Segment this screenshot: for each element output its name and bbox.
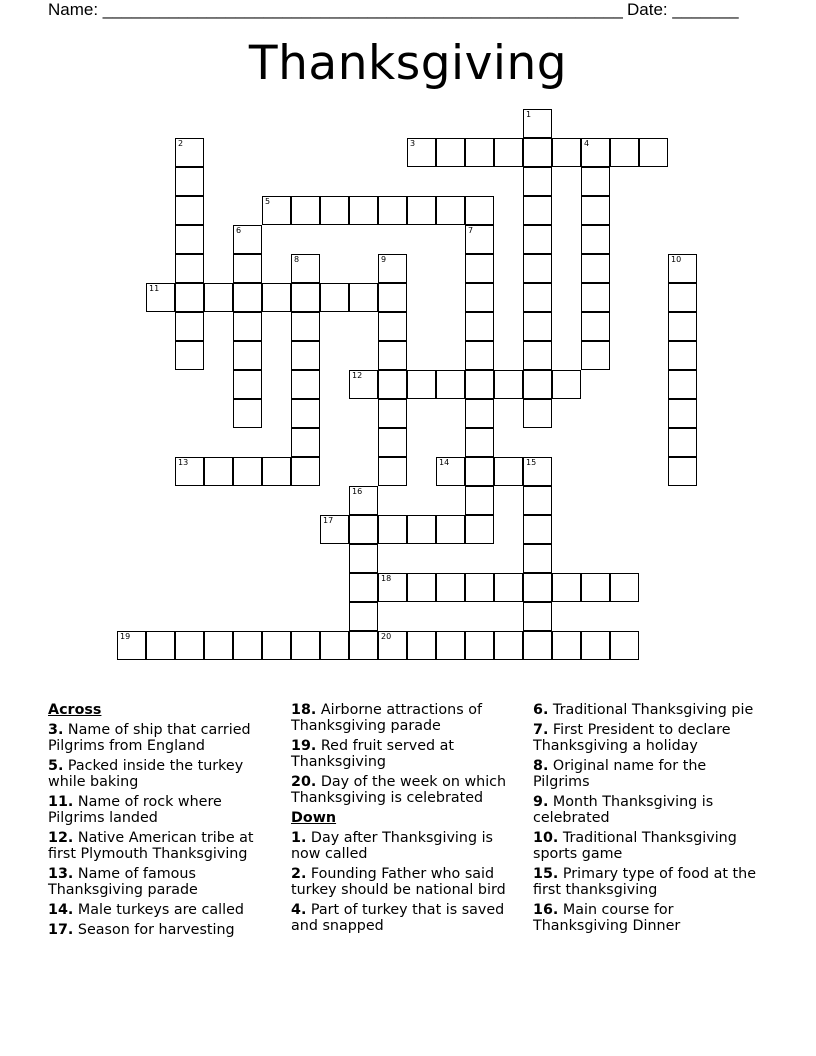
- clue-number: 17.: [48, 922, 74, 938]
- grid-cell[interactable]: [233, 370, 262, 399]
- grid-cell[interactable]: [233, 341, 262, 370]
- grid-cell[interactable]: [465, 428, 494, 457]
- grid-cell[interactable]: [436, 370, 465, 399]
- grid-cell[interactable]: [581, 341, 610, 370]
- clue-number: 16.: [533, 902, 559, 918]
- cell-number: 16: [352, 487, 363, 496]
- across-clue: [291, 738, 523, 770]
- grid-cell[interactable]: [465, 341, 494, 370]
- cell-number: 18: [381, 574, 392, 583]
- clue-text: Name of rock where Pilgrims landed: [48, 794, 222, 826]
- grid-cell[interactable]: [523, 602, 552, 631]
- grid-cell[interactable]: [378, 515, 407, 544]
- grid-cell[interactable]: [175, 312, 204, 341]
- grid-cell[interactable]: [204, 631, 233, 660]
- grid-cell[interactable]: [117, 631, 146, 660]
- clue-number: 15.: [533, 866, 559, 882]
- cell-number: 6: [236, 226, 242, 235]
- grid-cell[interactable]: [233, 254, 262, 283]
- page-title: Thanksgiving: [248, 36, 568, 91]
- clue-number: 8.: [533, 758, 549, 774]
- name-line: Name: _______________________________________________________: [48, 0, 623, 19]
- grid-cell[interactable]: [378, 428, 407, 457]
- across-clue: [48, 902, 276, 918]
- grid-cell[interactable]: [523, 515, 552, 544]
- grid-cell[interactable]: [581, 196, 610, 225]
- clue-text: Name of famous Thanksgiving parade: [48, 866, 198, 898]
- across-clue: [48, 830, 276, 862]
- across-clue: [48, 794, 276, 826]
- clue-number: 7.: [533, 722, 549, 738]
- down-clue: [533, 902, 763, 934]
- grid-cell[interactable]: [291, 631, 320, 660]
- grid-cell[interactable]: [668, 370, 697, 399]
- down-heading: Down: [291, 810, 337, 826]
- down-clue: [533, 794, 763, 826]
- grid-cell[interactable]: [378, 312, 407, 341]
- grid-cell[interactable]: [291, 283, 320, 312]
- across-heading: Across: [48, 702, 102, 718]
- clue-number: 18.: [291, 702, 317, 718]
- grid-cell[interactable]: [523, 196, 552, 225]
- clues-column-3: [533, 702, 763, 938]
- grid-cell[interactable]: [262, 631, 291, 660]
- clue-number: 19.: [291, 738, 317, 754]
- grid-cell[interactable]: [465, 196, 494, 225]
- clue-number: 14.: [48, 902, 74, 918]
- grid-cell[interactable]: [494, 457, 523, 486]
- clue-text: First President to declare Thanksgiving a holiday: [533, 722, 731, 754]
- grid-cell[interactable]: [436, 631, 465, 660]
- grid-cell[interactable]: [291, 341, 320, 370]
- clue-number: 9.: [533, 794, 549, 810]
- cell-number: 13: [178, 458, 189, 467]
- grid-cell[interactable]: [668, 283, 697, 312]
- grid-cell[interactable]: [291, 312, 320, 341]
- grid-cell[interactable]: [523, 225, 552, 254]
- clue-text: Name of ship that carried Pilgrims from England: [48, 722, 251, 754]
- grid-cell[interactable]: [320, 283, 349, 312]
- grid-cell[interactable]: [523, 341, 552, 370]
- grid-cell[interactable]: [436, 196, 465, 225]
- clue-number: 13.: [48, 866, 74, 882]
- cell-number: 9: [381, 255, 387, 264]
- grid-cell[interactable]: [175, 341, 204, 370]
- grid-cell[interactable]: [262, 283, 291, 312]
- clue-number: 1.: [291, 830, 307, 846]
- clue-text: Native American tribe at first Plymouth Thanksgiving: [48, 830, 254, 862]
- grid-cell[interactable]: [465, 370, 494, 399]
- cell-number: 12: [352, 371, 363, 380]
- cell-number: 3: [410, 139, 416, 148]
- grid-cell[interactable]: [610, 631, 639, 660]
- clue-text: Day of the week on which Thanksgiving is celebrated: [291, 774, 507, 806]
- clues-column-1: [48, 702, 276, 942]
- grid-cell[interactable]: [407, 370, 436, 399]
- grid-cell[interactable]: [668, 399, 697, 428]
- grid-cell[interactable]: [523, 399, 552, 428]
- down-clue: [291, 902, 523, 934]
- across-clue: [48, 722, 276, 754]
- clue-number: 2.: [291, 866, 307, 882]
- date-line: Date: _______: [627, 0, 739, 19]
- grid-cell[interactable]: [349, 515, 378, 544]
- grid-cell[interactable]: [494, 138, 523, 167]
- cell-number: 1: [526, 110, 532, 119]
- grid-cell[interactable]: [378, 399, 407, 428]
- grid-cell[interactable]: [175, 457, 204, 486]
- grid-cell[interactable]: [523, 109, 552, 138]
- grid-cell[interactable]: [378, 254, 407, 283]
- grid-cell[interactable]: [668, 457, 697, 486]
- grid-cell[interactable]: [349, 573, 378, 602]
- clue-number: 10.: [533, 830, 559, 846]
- grid-cell[interactable]: [262, 457, 291, 486]
- grid-cell[interactable]: [291, 196, 320, 225]
- grid-cell[interactable]: [581, 573, 610, 602]
- grid-cell[interactable]: [465, 283, 494, 312]
- clue-number: 6.: [533, 702, 549, 718]
- grid-cell[interactable]: [175, 283, 204, 312]
- clue-text: Original name for the Pilgrims: [533, 758, 707, 790]
- grid-cell[interactable]: [378, 573, 407, 602]
- grid-cell[interactable]: [494, 370, 523, 399]
- grid-cell[interactable]: [349, 544, 378, 573]
- down-clue: [291, 866, 523, 898]
- grid-cell[interactable]: [523, 457, 552, 486]
- grid-cell[interactable]: [175, 196, 204, 225]
- clue-number: 5.: [48, 758, 64, 774]
- grid-cell[interactable]: [233, 283, 262, 312]
- grid-cell[interactable]: [581, 167, 610, 196]
- cell-number: 19: [120, 632, 131, 641]
- grid-cell[interactable]: [610, 138, 639, 167]
- clue-number: 4.: [291, 902, 307, 918]
- clue-text: Male turkeys are called: [73, 902, 244, 918]
- cell-number: 5: [265, 197, 271, 206]
- grid-cell[interactable]: [523, 486, 552, 515]
- clue-text: Founding Father who said turkey should be national bird: [291, 866, 506, 898]
- grid-cell[interactable]: [175, 254, 204, 283]
- grid-cell[interactable]: [668, 428, 697, 457]
- clue-text: Airborne attractions of Thanksgiving parade: [291, 702, 482, 734]
- grid-cell[interactable]: [581, 225, 610, 254]
- clue-number: 11.: [48, 794, 74, 810]
- grid-cell[interactable]: [465, 573, 494, 602]
- grid-cell[interactable]: [552, 573, 581, 602]
- grid-cell[interactable]: [523, 138, 552, 167]
- grid-cell[interactable]: [349, 602, 378, 631]
- grid-cell[interactable]: [407, 196, 436, 225]
- across-clue: [48, 866, 276, 898]
- clue-text: Season for harvesting: [73, 922, 235, 938]
- grid-cell[interactable]: [378, 457, 407, 486]
- cell-number: 8: [294, 255, 300, 264]
- across-clue: [48, 758, 276, 790]
- grid-cell[interactable]: [291, 457, 320, 486]
- grid-cell[interactable]: [233, 399, 262, 428]
- grid-cell[interactable]: [349, 486, 378, 515]
- grid-cell[interactable]: [552, 138, 581, 167]
- grid-cell[interactable]: [465, 312, 494, 341]
- grid-cell[interactable]: [523, 370, 552, 399]
- grid-cell[interactable]: [175, 138, 204, 167]
- grid-cell[interactable]: [436, 138, 465, 167]
- grid-cell[interactable]: [436, 457, 465, 486]
- grid-cell[interactable]: [465, 515, 494, 544]
- grid-cell[interactable]: [349, 283, 378, 312]
- grid-cell[interactable]: [523, 631, 552, 660]
- across-clue: [291, 702, 523, 734]
- grid-cell[interactable]: [523, 167, 552, 196]
- grid-cell[interactable]: [291, 399, 320, 428]
- clue-text: Main course for Thanksgiving Dinner: [533, 902, 681, 934]
- grid-cell[interactable]: [320, 631, 349, 660]
- across-clue: [291, 774, 523, 806]
- grid-cell[interactable]: [465, 457, 494, 486]
- grid-cell[interactable]: [668, 254, 697, 283]
- clue-number: 3.: [48, 722, 64, 738]
- cell-number: 11: [149, 284, 160, 293]
- grid-cell[interactable]: [523, 544, 552, 573]
- clue-text: Red fruit served at Thanksgiving: [291, 738, 455, 770]
- grid-cell[interactable]: [465, 631, 494, 660]
- down-clue: [533, 830, 763, 862]
- grid-cell[interactable]: [552, 631, 581, 660]
- cell-number: 17: [323, 516, 334, 525]
- down-clue: [533, 866, 763, 898]
- grid-cell[interactable]: [407, 515, 436, 544]
- grid-cell[interactable]: [407, 138, 436, 167]
- grid-cell[interactable]: [465, 399, 494, 428]
- grid-cell[interactable]: [581, 254, 610, 283]
- grid-cell[interactable]: [378, 370, 407, 399]
- grid-cell[interactable]: [378, 196, 407, 225]
- grid-cell[interactable]: [581, 138, 610, 167]
- grid-cell[interactable]: [610, 573, 639, 602]
- grid-cell[interactable]: [668, 341, 697, 370]
- grid-cell[interactable]: [378, 631, 407, 660]
- grid-cell[interactable]: [291, 254, 320, 283]
- cell-number: 7: [468, 226, 474, 235]
- down-clue: [291, 830, 523, 862]
- grid-cell[interactable]: [494, 631, 523, 660]
- grid-cell[interactable]: [233, 457, 262, 486]
- grid-cell[interactable]: [291, 370, 320, 399]
- grid-cell[interactable]: [233, 225, 262, 254]
- clue-text: Traditional Thanksgiving pie: [548, 702, 754, 718]
- grid-cell[interactable]: [639, 138, 668, 167]
- grid-cell[interactable]: [552, 370, 581, 399]
- grid-cell[interactable]: [581, 283, 610, 312]
- grid-cell[interactable]: [349, 370, 378, 399]
- clue-text: Traditional Thanksgiving sports game: [533, 830, 737, 862]
- grid-cell[interactable]: [465, 486, 494, 515]
- grid-cell[interactable]: [581, 312, 610, 341]
- clue-number: 20.: [291, 774, 317, 790]
- grid-cell[interactable]: [465, 225, 494, 254]
- cell-number: 4: [584, 139, 590, 148]
- clue-text: Part of turkey that is saved and snapped: [291, 902, 505, 934]
- clue-text: Month Thanksgiving is celebrated: [533, 794, 714, 826]
- grid-cell[interactable]: [175, 167, 204, 196]
- cell-number: 14: [439, 458, 450, 467]
- grid-cell[interactable]: [436, 573, 465, 602]
- grid-cell[interactable]: [175, 631, 204, 660]
- grid-cell[interactable]: [291, 428, 320, 457]
- grid-cell[interactable]: [349, 196, 378, 225]
- clue-text: Day after Thanksgiving is now called: [291, 830, 494, 862]
- grid-cell[interactable]: [204, 457, 233, 486]
- grid-cell[interactable]: [523, 254, 552, 283]
- grid-cell[interactable]: [233, 312, 262, 341]
- down-clue: [533, 722, 763, 754]
- grid-cell[interactable]: [262, 196, 291, 225]
- grid-cell[interactable]: [407, 631, 436, 660]
- cell-number: 2: [178, 139, 184, 148]
- grid-cell[interactable]: [407, 573, 436, 602]
- grid-cell[interactable]: [523, 312, 552, 341]
- grid-cell[interactable]: [175, 225, 204, 254]
- grid-cell[interactable]: [146, 283, 175, 312]
- grid-cell[interactable]: [378, 283, 407, 312]
- grid-cell[interactable]: [349, 631, 378, 660]
- grid-cell[interactable]: [465, 254, 494, 283]
- grid-cell[interactable]: [523, 283, 552, 312]
- grid-cell[interactable]: [320, 196, 349, 225]
- down-clue: [533, 758, 763, 790]
- across-clue: [48, 922, 276, 938]
- grid-cell[interactable]: [320, 515, 349, 544]
- grid-cell[interactable]: [204, 283, 233, 312]
- grid-cell[interactable]: [436, 515, 465, 544]
- grid-cell[interactable]: [494, 573, 523, 602]
- cell-number: 20: [381, 632, 392, 641]
- cell-number: 15: [526, 458, 537, 467]
- grid-cell[interactable]: [465, 138, 494, 167]
- clue-number: 12.: [48, 830, 74, 846]
- grid-cell[interactable]: [233, 631, 262, 660]
- grid-cell[interactable]: [581, 631, 610, 660]
- grid-cell[interactable]: [523, 573, 552, 602]
- clue-text: Packed inside the turkey while baking: [48, 758, 244, 790]
- clues-column-2: [291, 702, 523, 938]
- down-clue: [533, 702, 763, 718]
- grid-cell[interactable]: [146, 631, 175, 660]
- grid-cell[interactable]: [378, 341, 407, 370]
- cell-number: 10: [671, 255, 682, 264]
- clue-text: Primary type of food at the first thanksgiving: [533, 866, 756, 898]
- grid-cell[interactable]: [668, 312, 697, 341]
